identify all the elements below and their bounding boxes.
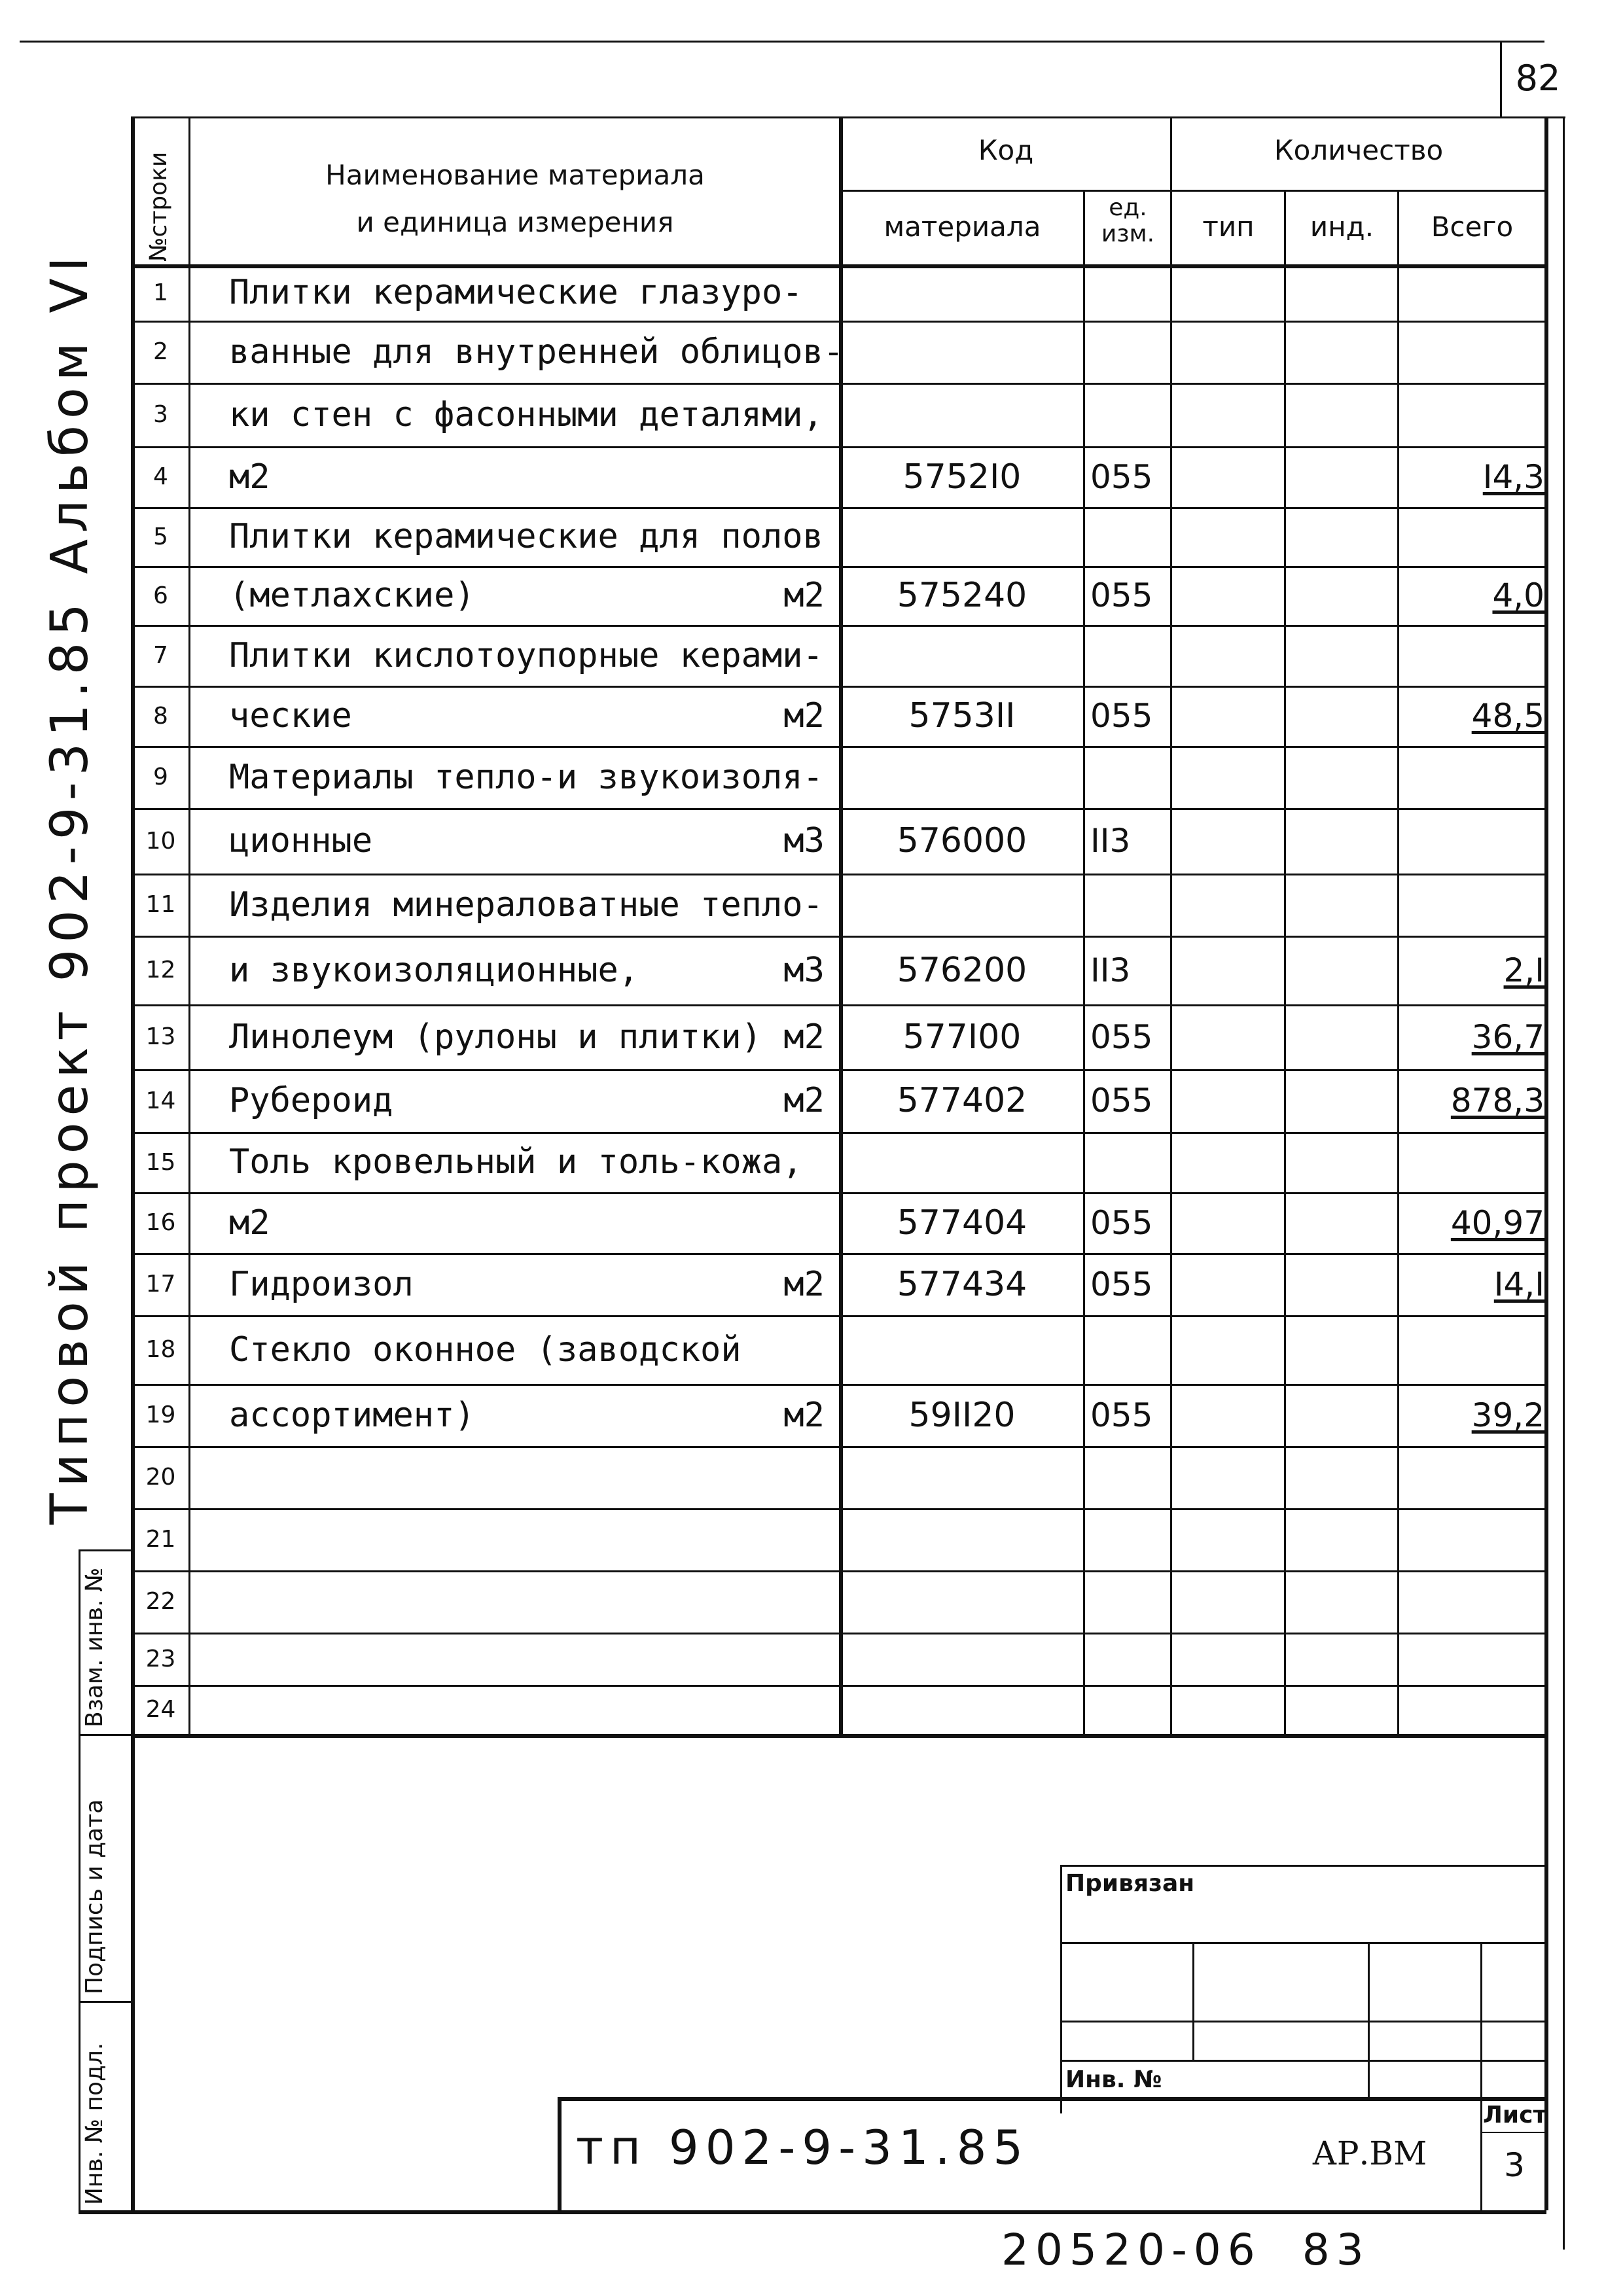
- quantity-total: [1399, 264, 1584, 321]
- header-qty-type: тип: [1202, 211, 1255, 243]
- material-code: 576000: [897, 821, 1027, 860]
- quantity-total: [1399, 1069, 1584, 1132]
- stamp-inv-no: Инв. №: [1065, 2066, 1162, 2093]
- material-code: [841, 874, 1083, 936]
- material-name: (метлахские): [229, 576, 475, 615]
- quantity-total-value: 4,0: [1492, 576, 1544, 614]
- material-unit: [707, 1446, 825, 1508]
- material-name: Гидроизол: [229, 1264, 414, 1304]
- quantity-total-value: 2,I: [1503, 951, 1544, 989]
- unit-code: 055: [1090, 1017, 1153, 1056]
- material-unit: м2: [783, 696, 825, 735]
- material-code: 576200: [897, 950, 1027, 990]
- unit-code: [1085, 1685, 1175, 1734]
- material-code: [841, 1132, 1083, 1192]
- material-unit: [707, 383, 825, 446]
- stamp-section: АР.ВМ: [1312, 2134, 1427, 2172]
- unit-code: [1085, 1570, 1175, 1633]
- material-code: [841, 1570, 1083, 1633]
- material-code: [841, 1685, 1083, 1734]
- header-code-unit: ед. изм.: [1101, 194, 1155, 247]
- material-unit: [707, 625, 825, 686]
- quantity-total-value: 39,2: [1471, 1396, 1544, 1434]
- material-code: 577402: [897, 1081, 1027, 1120]
- row-number: 2: [153, 338, 168, 365]
- unit-code: [1085, 264, 1175, 321]
- unit-code: 055: [1090, 697, 1153, 735]
- material-name: ки стен с фасонными деталями,: [229, 395, 823, 434]
- material-code: 577I00: [902, 1017, 1022, 1057]
- unit-code: [1085, 321, 1175, 383]
- material-unit: м2: [783, 576, 825, 615]
- material-code: [841, 746, 1083, 808]
- row-number: 12: [145, 957, 176, 983]
- quantity-total-value: 40,97: [1450, 1203, 1544, 1242]
- material-unit: [707, 264, 825, 321]
- quantity-total: [1399, 383, 1584, 446]
- material-unit: [707, 1685, 825, 1734]
- row-number: 6: [153, 582, 168, 609]
- row-number: 4: [153, 463, 168, 490]
- header-row-number: №строки: [145, 151, 172, 262]
- unit-code: [1085, 1508, 1175, 1570]
- page-number: 82: [1515, 58, 1561, 99]
- margin-podpis-label: Подпись и дата: [81, 1799, 108, 1994]
- material-unit: [707, 446, 825, 507]
- quantity-total-value: 878,3: [1450, 1082, 1544, 1120]
- margin-inv-label: Инв. № подл.: [81, 2042, 108, 2205]
- material-name: Рубероид: [229, 1081, 393, 1120]
- quantity-total-value: I4,I: [1493, 1265, 1544, 1303]
- quantity-total-value: 36,7: [1471, 1017, 1544, 1056]
- quantity-total: [1399, 1508, 1584, 1570]
- quantity-total: [1399, 625, 1584, 686]
- unit-code: 055: [1090, 576, 1153, 614]
- unit-code: 055: [1090, 1265, 1153, 1303]
- unit-code: 055: [1090, 1396, 1153, 1434]
- quantity-total: [1399, 746, 1584, 808]
- material-code: 5752I0: [902, 457, 1022, 497]
- material-code: [841, 625, 1083, 686]
- material-unit: [707, 1192, 825, 1253]
- quantity-total-value: 48,5: [1471, 697, 1544, 735]
- row-number: 22: [145, 1588, 176, 1615]
- material-unit: [707, 874, 825, 936]
- material-name: Стекло оконное (заводской: [229, 1330, 741, 1369]
- margin-vzam-label: Взам. инв. №: [81, 1567, 108, 1727]
- row-number: 1: [153, 279, 168, 306]
- row-number: 18: [145, 1336, 176, 1363]
- row-number: 19: [145, 1402, 176, 1428]
- material-code: [841, 264, 1083, 321]
- unit-code: II3: [1090, 951, 1131, 989]
- header-code: Код: [978, 134, 1034, 166]
- material-unit: [707, 1132, 825, 1192]
- unit-code: [1085, 1446, 1175, 1508]
- material-unit: м2: [783, 1264, 825, 1304]
- quantity-total: [1399, 874, 1584, 936]
- quantity-total: [1399, 686, 1584, 746]
- quantity-total-value: I4,3: [1482, 457, 1544, 496]
- material-name: Плитки кислотоупорные керами-: [229, 635, 823, 675]
- unit-code: [1085, 1633, 1175, 1685]
- material-name: Плитки керамические для полов: [229, 517, 823, 556]
- stamp-privyazan: Привязан: [1065, 1870, 1195, 1897]
- unit-code: 055: [1090, 457, 1153, 496]
- quantity-total: [1399, 566, 1584, 625]
- material-code: [841, 1315, 1083, 1384]
- row-number: 7: [153, 642, 168, 669]
- row-number: 15: [145, 1148, 176, 1176]
- material-code: 575240: [897, 576, 1027, 615]
- stamp-designation: тп 902-9-31.85: [576, 2120, 1030, 2175]
- row-number: 20: [145, 1464, 176, 1491]
- material-code: [841, 321, 1083, 383]
- unit-code: II3: [1090, 822, 1131, 860]
- header-name: Наименование материала и единица измерения: [325, 159, 705, 238]
- stamp-sheet-number: 3: [1504, 2146, 1525, 2184]
- header-qty-ind: инд.: [1310, 211, 1374, 243]
- row-number: 9: [153, 764, 168, 790]
- material-unit: м3: [783, 821, 825, 860]
- header-qty: Количество: [1274, 134, 1444, 166]
- material-unit: [707, 1315, 825, 1384]
- material-name: ционные: [229, 821, 373, 860]
- material-name: м2: [229, 457, 270, 497]
- material-name: ассортимент): [229, 1395, 475, 1435]
- material-code: 577434: [897, 1264, 1027, 1304]
- quantity-total: [1399, 1384, 1584, 1446]
- row-number: 13: [145, 1023, 176, 1050]
- row-number: 16: [145, 1209, 176, 1236]
- unit-code: [1085, 746, 1175, 808]
- quantity-total: [1399, 1570, 1584, 1633]
- row-number: 5: [153, 523, 168, 550]
- material-name: ванные для внутренней облицов-: [229, 332, 844, 372]
- material-name: ческие: [229, 696, 352, 735]
- row-number: 14: [145, 1087, 176, 1114]
- material-unit: м2: [783, 1081, 825, 1120]
- quantity-total: [1399, 1446, 1584, 1508]
- quantity-total: [1399, 507, 1584, 566]
- material-unit: [707, 1633, 825, 1685]
- material-unit: [707, 1570, 825, 1633]
- row-number: 17: [145, 1271, 176, 1298]
- quantity-total: [1399, 1253, 1584, 1315]
- row-number: 23: [145, 1645, 176, 1672]
- unit-code: [1085, 1132, 1175, 1192]
- quantity-total: [1399, 446, 1584, 507]
- material-name: и звукоизоляционные,: [229, 950, 639, 990]
- material-name: Плитки керамические глазуро-: [229, 273, 803, 312]
- quantity-total: [1399, 1315, 1584, 1384]
- quantity-total: [1399, 321, 1584, 383]
- row-number: 24: [145, 1696, 176, 1723]
- row-number: 10: [145, 827, 176, 855]
- material-unit: [707, 507, 825, 566]
- quantity-total: [1399, 1132, 1584, 1192]
- row-number: 8: [153, 702, 168, 730]
- material-code: 59II20: [908, 1395, 1016, 1435]
- quantity-total: [1399, 1004, 1584, 1069]
- unit-code: [1085, 383, 1175, 446]
- material-unit: м2: [783, 1017, 825, 1057]
- material-name: Линолеум (рулоны и плитки): [229, 1017, 762, 1057]
- footer-code: 20520-06 83: [1001, 2225, 1370, 2275]
- header-code-material: материала: [883, 211, 1041, 243]
- unit-code: [1085, 625, 1175, 686]
- quantity-total: [1399, 1685, 1584, 1734]
- unit-code: [1085, 507, 1175, 566]
- row-number: 11: [145, 891, 176, 918]
- row-number: 3: [153, 401, 168, 428]
- material-name: Изделия минераловатные тепло-: [229, 885, 823, 925]
- quantity-total: [1399, 1192, 1584, 1253]
- row-number: 21: [145, 1526, 176, 1553]
- quantity-total: [1399, 1633, 1584, 1685]
- material-unit: м3: [783, 950, 825, 990]
- quantity-total: [1399, 936, 1584, 1004]
- unit-code: 055: [1090, 1203, 1153, 1242]
- quantity-total: [1399, 808, 1584, 874]
- material-unit: [707, 1508, 825, 1570]
- material-code: [841, 383, 1083, 446]
- material-name: м2: [229, 1203, 270, 1243]
- stamp-sheet-label: Лист: [1483, 2102, 1547, 2128]
- material-name: Материалы тепло-и звукоизоля-: [229, 757, 823, 797]
- material-code: [841, 507, 1083, 566]
- unit-code: 055: [1090, 1082, 1153, 1120]
- material-code: 577404: [897, 1203, 1027, 1243]
- unit-code: [1085, 874, 1175, 936]
- material-code: [841, 1508, 1083, 1570]
- material-unit: м2: [783, 1395, 825, 1435]
- material-name: Толь кровельный и толь-кожа,: [229, 1142, 803, 1182]
- material-unit: [707, 321, 825, 383]
- material-unit: [707, 746, 825, 808]
- material-code: 5753II: [908, 696, 1016, 735]
- material-code: [841, 1446, 1083, 1508]
- header-qty-total: Всего: [1431, 211, 1514, 243]
- side-title: Типовой проект 902-9-31.85 Альбом VI: [41, 250, 99, 1525]
- unit-code: [1085, 1315, 1175, 1384]
- material-code: [841, 1633, 1083, 1685]
